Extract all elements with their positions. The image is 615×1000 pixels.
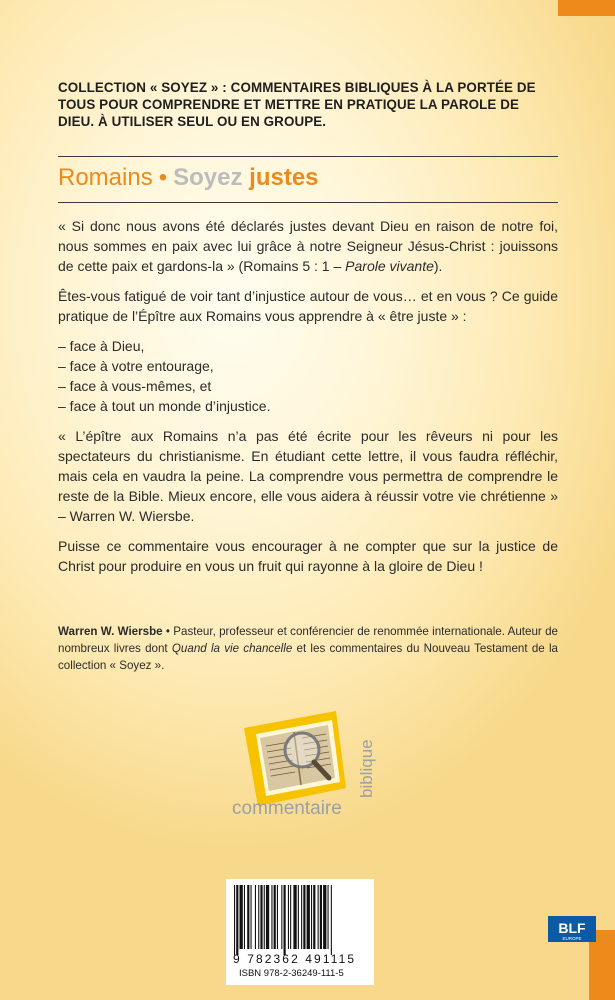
barcode-bar (284, 885, 286, 955)
barcode-bar (288, 885, 289, 949)
quote-source: Parole vivante (345, 258, 434, 274)
barcode-bar (318, 885, 319, 949)
barcode-bar (255, 885, 256, 949)
collection-header: COLLECTION « SOYEZ » : COMMENTAIRES BIBLIQUES À LA PORTÉE DE TOUS POUR COMPRENDRE ET METTRE EN PRATIQUE LA PAROLE DE DIEU. À UTILISER SEUL OU EN GROUPE. (58, 80, 536, 129)
barcode-bar (251, 885, 252, 949)
logo-word-commentaire: commentaire (232, 798, 342, 819)
barcode-bars (226, 879, 374, 959)
title-bullet: • (158, 164, 168, 191)
barcode-bar (244, 885, 245, 949)
barcode-bar (258, 885, 259, 949)
barcode-bar (320, 885, 322, 949)
author-book-title: Quand la vie chancelle (171, 642, 293, 655)
barcode-bar (331, 885, 332, 955)
barcode-bar (240, 885, 243, 949)
barcode-bar (266, 885, 269, 949)
back-cover-text (58, 216, 558, 586)
barcode-bar (328, 885, 329, 949)
blf-subtext: EUROPE (562, 936, 582, 941)
list-item: – face à Dieu, (58, 338, 145, 354)
divider-top (58, 156, 558, 157)
blf-text: BLF (558, 920, 586, 936)
author-bio: Warren W. Wiersbe • Pasteur, professeur et conférencier de renommée internationale. Auteur de nombreux livres dont Quand la vie chancelle et les commentaires du Nouveau Testament de la collection « Soyez ». (58, 625, 558, 672)
title-soyez: Soyez (173, 164, 243, 191)
barcode-bar (264, 885, 265, 949)
barcode-bar (301, 885, 302, 949)
barcode-bar (303, 885, 305, 949)
barcode-bar (313, 885, 315, 949)
barcode-bar (323, 885, 326, 949)
barcode-bar (274, 885, 276, 949)
barcode-bar (298, 885, 299, 949)
barcode-bar (260, 885, 262, 949)
intro-paragraph: Êtes-vous fatigué de voir tant d’injustice autour de vous… et en vous ? Ce guide pratique de l’Épître aux Romains vous apprendre à « être juste » : (58, 288, 558, 324)
barcode-bar (311, 885, 312, 949)
book-title (58, 163, 319, 193)
closing-paragraph: Puisse ce commentaire vous encourager à ne compter que sur la justice de Christ pour produire en vous un fruit qui rayonne à la gloire de Dieu ! (58, 538, 558, 574)
orange-corner-top (558, 0, 615, 16)
barcode-digits: 9 782362 491115 (233, 952, 357, 966)
barcode-bar (271, 885, 272, 949)
list-item: – face à tout un monde d’injustice. (58, 398, 271, 414)
barcode-bar (234, 885, 235, 955)
barcode-bar (290, 885, 291, 949)
logo-word-biblique: biblique (357, 739, 376, 798)
face-list (58, 336, 558, 416)
isbn-text: ISBN 978-2-36249-111-5 (239, 968, 344, 979)
list-item: – face à vous-mêmes, et (58, 378, 212, 394)
barcode-bar (307, 885, 310, 949)
quote-wiersbe: « L’épître aux Romains n’a pas été écrite pour les rêveurs ni pour les spectateurs du christianisme. En étudiant cette lettre, il vous faudra réfléchir, mais cela en vaudra la peine. La comprendre vous permettra de comprendre le reste de la Bible. Mieux encore, elle vous aidera à réussir votre vie chrétienne » – Warren W. Wiersbe. (58, 428, 558, 524)
divider-bottom (58, 202, 558, 203)
barcode-bar (247, 885, 249, 949)
title-book: Romains (58, 164, 153, 191)
barcode-bar (236, 885, 238, 955)
barcode-bar (277, 885, 278, 949)
list-item: – face à votre entourage, (58, 358, 214, 374)
barcode-bar (293, 885, 296, 949)
quote-romans: « Si donc nous avons été déclarés justes devant Dieu en raison de notre foi, nous sommes en paix avec lui grâce à notre Seigneur Jésus-Christ : jouissons de cette paix et gardons-la » (Romains 5 : 1 – Parole vivante). (58, 218, 558, 274)
title-justes: justes (249, 164, 319, 191)
author-name: Warren W. Wiersbe (58, 625, 163, 638)
commentaire-biblique-logo (228, 706, 393, 821)
barcode-bar (281, 885, 282, 949)
blf-publisher-logo (548, 916, 596, 942)
